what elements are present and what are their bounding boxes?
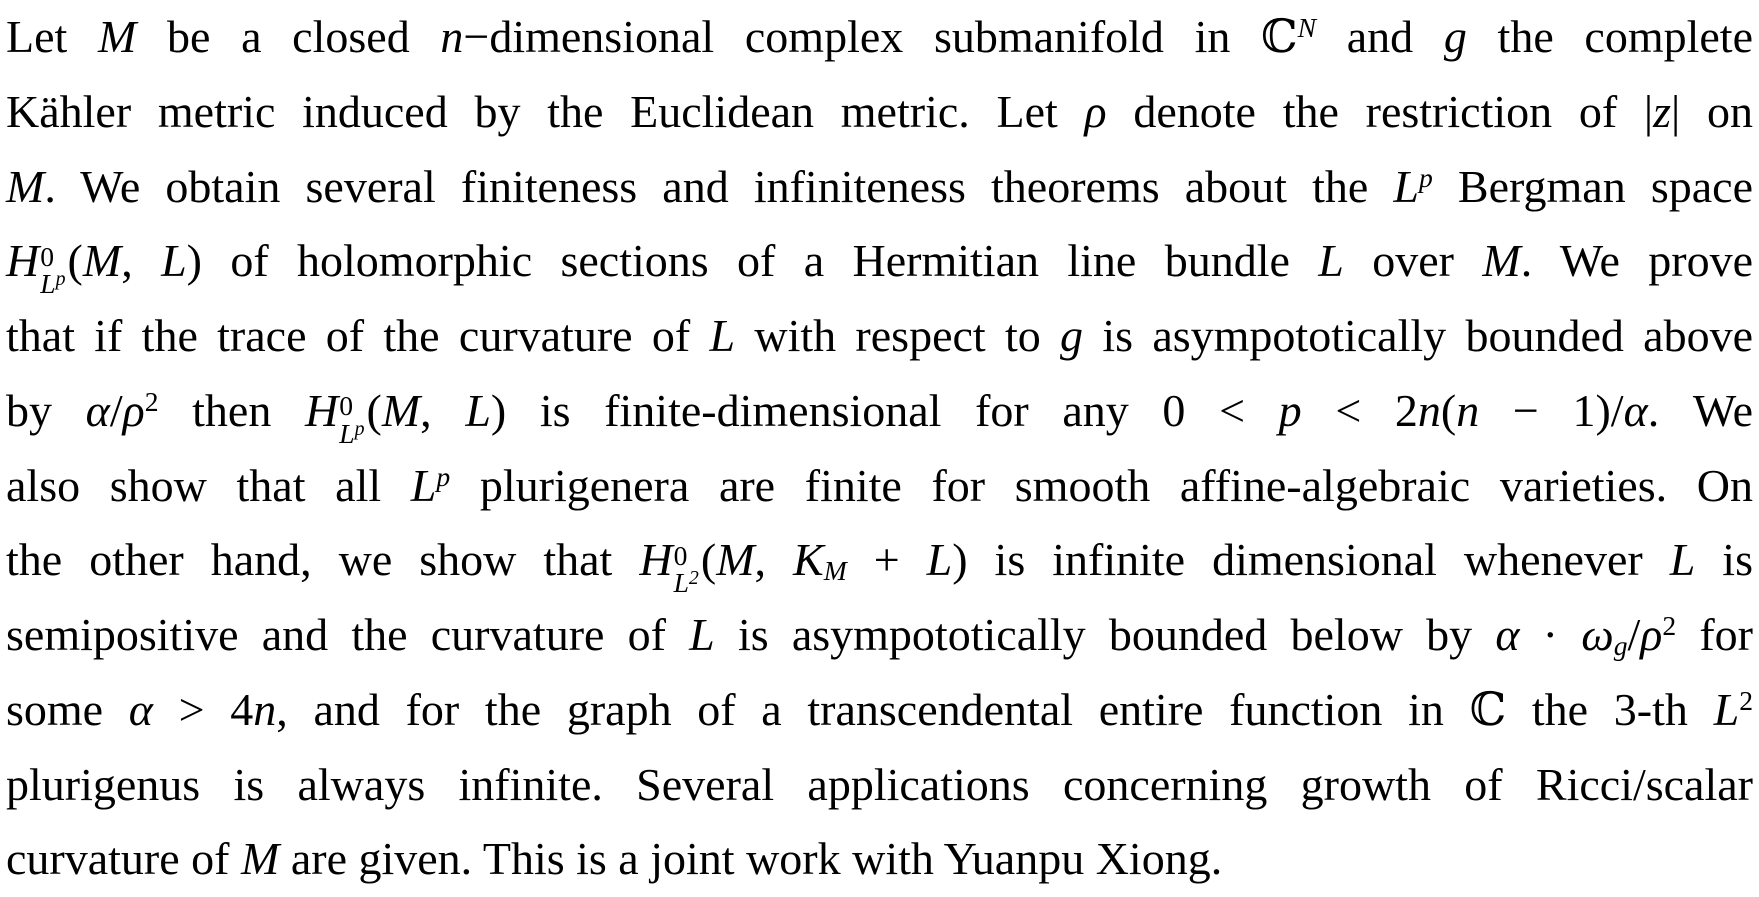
text-segment: L (1669, 534, 1696, 586)
text-segment: n (253, 683, 277, 735)
text-segment: n (1417, 384, 1441, 436)
text-segment: | on (1671, 85, 1753, 137)
text-segment: + (846, 534, 927, 586)
text-segment: M (6, 160, 45, 212)
text-segment: the other hand, we show that (6, 534, 640, 586)
text-segment: N (1297, 11, 1317, 43)
text-segment: plurigenera are finite for smooth affine-algebraic varieties. On (450, 459, 1753, 511)
text-segment: ( (366, 384, 382, 436)
text-segment: M (716, 534, 755, 586)
text-segment: with respect to (735, 310, 1061, 361)
text-line (6, 822, 1753, 897)
text-segment: M (1482, 235, 1521, 287)
text-segment: H (639, 534, 673, 586)
text-segment: p (1278, 384, 1302, 436)
text-line (6, 598, 1753, 673)
text-segment: z (1653, 85, 1672, 137)
text-segment: g (1613, 629, 1628, 661)
text-segment: is (1695, 534, 1753, 586)
text-segment: ( (1440, 384, 1457, 436)
text-segment: / (1627, 609, 1641, 660)
text-segment: · (1519, 609, 1582, 660)
text-segment: L (1318, 235, 1344, 287)
text-segment: that if the trace of the curvature of (6, 310, 710, 361)
text-segment: , (754, 534, 794, 586)
math-supsub: 0 $L^p$ (339, 390, 365, 449)
text-segment: n (1456, 384, 1480, 436)
text-segment: ) is finite-dimensional for any 0 < (490, 384, 1279, 436)
text-segment: L (1393, 160, 1420, 212)
text-segment: −dimensional complex submanifold in ℂ (463, 11, 1298, 62)
text-segment: / (109, 384, 123, 436)
text-segment: also show that all (6, 459, 411, 511)
text-segment: , (420, 384, 466, 436)
text-segment: M (823, 555, 847, 587)
text-segment: L (410, 459, 437, 511)
text-segment: , and for the graph of a transcendental entire function in ℂ the 3-th (276, 683, 1714, 735)
math-supsub: 0 $L^2$ (673, 539, 699, 599)
text-segment: K (793, 534, 824, 586)
text-line (6, 673, 1753, 748)
text-segment: the complete (1466, 11, 1754, 62)
text-segment: is asympototically bounded below by (714, 609, 1496, 660)
text-segment: g (1060, 310, 1084, 361)
text-segment: p (436, 460, 451, 492)
text-line (6, 449, 1753, 524)
text-segment: H (304, 384, 339, 436)
text-segment: n (440, 11, 464, 62)
text-segment: some (6, 683, 129, 735)
text-segment: . We prove (1520, 235, 1753, 287)
text-segment: are given. This is a joint work with Yuanpu Xiong. (279, 833, 1223, 885)
text-segment: plurigenus is always infinite. Several applications concerning growth of Ricci/scalar (6, 758, 1753, 810)
text-line (6, 299, 1753, 374)
text-segment: ρ (122, 384, 145, 436)
text-segment: ( (700, 534, 717, 586)
text-line (6, 748, 1753, 823)
text-segment: − 1)/ (1479, 384, 1624, 436)
text-segment: for (1676, 609, 1753, 660)
text-segment: g (1443, 11, 1467, 62)
text-segment: L (689, 609, 715, 660)
text-line (6, 75, 1753, 150)
text-line (6, 523, 1753, 598)
text-segment: L (709, 310, 736, 361)
text-segment: L (465, 384, 491, 436)
text-segment: M (381, 384, 421, 436)
text-line (6, 374, 1753, 449)
text-segment: and (1316, 11, 1444, 62)
math-supsub: 0 $L^p$ (40, 240, 66, 300)
text-segment: α (1623, 384, 1648, 436)
text-segment: ρ (1640, 609, 1663, 660)
text-segment: M (241, 833, 280, 885)
text-segment: . We obtain several finiteness and infiniteness theorems about the (44, 160, 1394, 212)
text-segment: . We (1647, 384, 1754, 436)
text-segment: then (158, 384, 305, 436)
text-segment: semipositive and the curvature of (6, 609, 690, 660)
text-segment: ) of holomorphic sections of a Hermitian line bundle (186, 235, 1319, 287)
text-segment: L (1713, 683, 1740, 735)
text-line (6, 0, 1753, 75)
text-segment: Let (6, 11, 98, 62)
text-segment: α (85, 384, 110, 436)
text-segment: M (82, 235, 122, 287)
text-segment: ω (1581, 609, 1614, 660)
text-segment: Kähler metric induced by the Euclidean metric. Let (6, 85, 1085, 137)
text-segment: , (121, 235, 162, 287)
text-segment: is asympototically bounded above (1083, 310, 1753, 361)
text-segment: M (97, 11, 137, 62)
text-segment: over (1343, 235, 1483, 287)
text-segment: by (6, 384, 86, 436)
text-segment: curvature of (6, 833, 241, 885)
text-segment: α (1495, 609, 1520, 660)
text-segment: α (128, 683, 153, 735)
text-segment: 2 (1739, 684, 1753, 716)
text-line (6, 224, 1753, 299)
text-segment: 2 (1662, 609, 1677, 641)
text-segment: 2 (144, 385, 159, 417)
text-segment: L (926, 534, 953, 586)
text-segment: ρ (1084, 85, 1107, 137)
text-segment: be a closed (136, 11, 441, 62)
text-segment: ( (67, 235, 83, 287)
text-segment: denote the restriction of | (1106, 85, 1654, 137)
text-segment: L (161, 235, 187, 287)
text-segment: < 2 (1301, 384, 1418, 436)
text-segment: ) is infinite dimensional whenever (952, 534, 1670, 586)
text-segment: H (6, 235, 40, 287)
text-line (6, 150, 1753, 225)
text-segment: > 4 (152, 683, 254, 735)
text-segment: p (1419, 161, 1433, 193)
text-segment: Bergman space (1432, 160, 1753, 212)
